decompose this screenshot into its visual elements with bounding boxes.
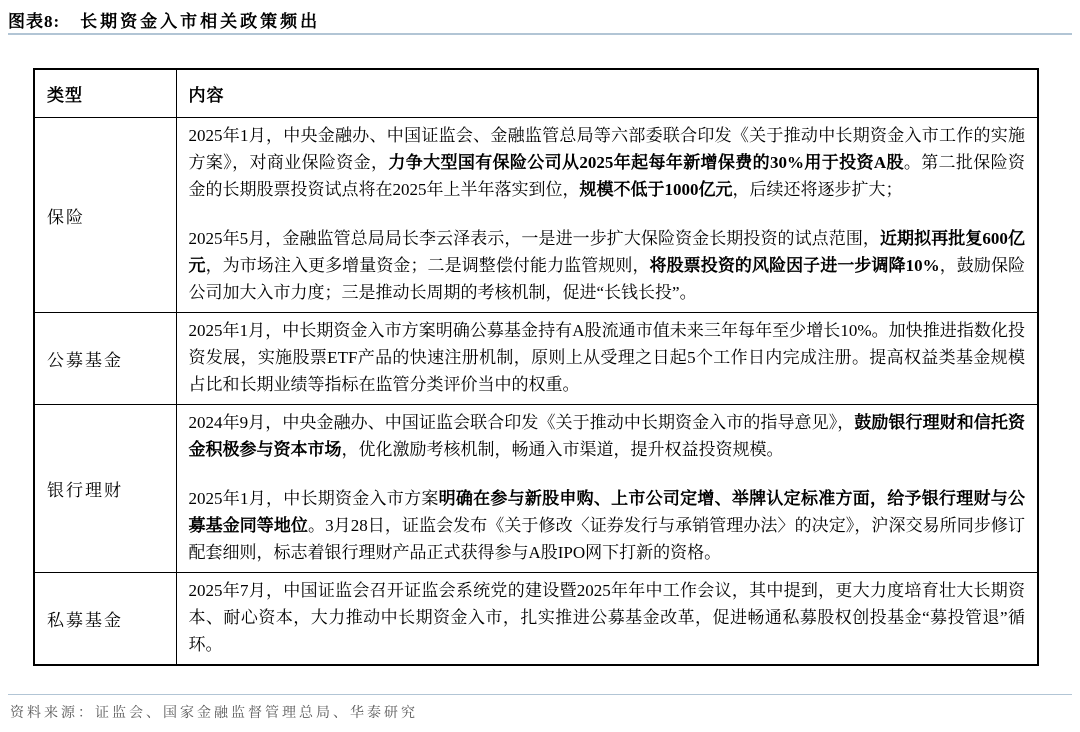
policy-table-container [33,68,1037,666]
row-content-cell [176,118,1038,313]
policy-paragraph: 2025年1月，中长期资金入市方案明确在参与新股申购、上市公司定增、举牌认定标准方面，给予银行理财与公募基金同等地位。3月28日，证监会发布《关于修改〈证券发行与承销管理办法〉的决定》，沪深交易所同步修订配套细则，标志着银行理财产品正式获得参与A股IPO网下打新的资格。 [188,489,1026,562]
source-note: 资料来源：证监会、国家金融监督管理总局、华泰研究 [10,706,418,721]
header-type: 类型 [34,69,176,118]
title-divider [8,33,1072,35]
row-type-cell: 私募基金 [34,573,176,666]
header-content: 内容 [176,69,1038,118]
policy-paragraph: 2025年1月，中长期资金入市方案明确公募基金持有A股流通市值未来三年每年至少增长10%。加快推进指数化投资发展，实施股票ETF产品的快速注册机制，原则上从受理之日起5个工作日内完成注册。提高权益类基金规模占比和长期业绩等指标在监管分类评价当中的权重。 [188,321,1025,394]
policy-table-body [34,118,1038,666]
table-row [34,573,1038,666]
policy-paragraph: 2025年5月，金融监管总局局长李云泽表示，一是进一步扩大保险资金长期投资的试点范围，近期拟再批复600亿元，为市场注入更多增量资金；二是调整偿付能力监管规则，将股票投资的风险因子进一步调降10%，鼓励保险公司加大入市力度；三是推动长周期的考核机制，促进“长钱长投”。 [188,229,1026,302]
policy-paragraph: 2024年9月，中央金融办、中国证监会联合印发《关于推动中长期资金入市的指导意见》，鼓励银行理财和信托资金积极参与资本市场，优化激励考核机制，畅通入市渠道，提升权益投资规模。 [188,413,1025,459]
table-header-row [34,69,1038,118]
row-content-cell [176,573,1038,666]
policy-paragraph: 2025年7月，中国证监会召开证监会系统党的建设暨2025年年中工作会议，其中提到，更大力度培育壮大长期资本、耐心资本，大力推动中长期资金入市，扎实推进公募基金改革，促进畅通私募股权创投基金“募投管退”循环。 [188,581,1025,654]
figure-header [8,7,320,32]
figure-title: 长期资金入市相关政策频出 [80,12,321,31]
source-divider [8,694,1072,695]
row-type-cell: 公募基金 [34,313,176,405]
row-type-cell: 银行理财 [34,405,176,573]
figure-label: 图表8: [8,12,61,31]
table-row [34,118,1038,313]
table-row [34,313,1038,405]
row-type-cell: 保险 [34,118,176,313]
policy-paragraph: 2025年1月，中央金融办、中国证监会、金融监管总局等六部委联合印发《关于推动中长期资金入市工作的实施方案》，对商业保险资金，力争大型国有保险公司从2025年起每年新增保费的30%用于投资A股。第二批保险资金的长期股票投资试点将在2025年上半年落实到位，规模不低于1000亿元，后续还将逐步扩大； [188,126,1026,199]
row-content-cell [176,313,1038,405]
policy-table [33,68,1039,666]
table-row [34,405,1038,573]
row-content-cell [176,405,1038,573]
